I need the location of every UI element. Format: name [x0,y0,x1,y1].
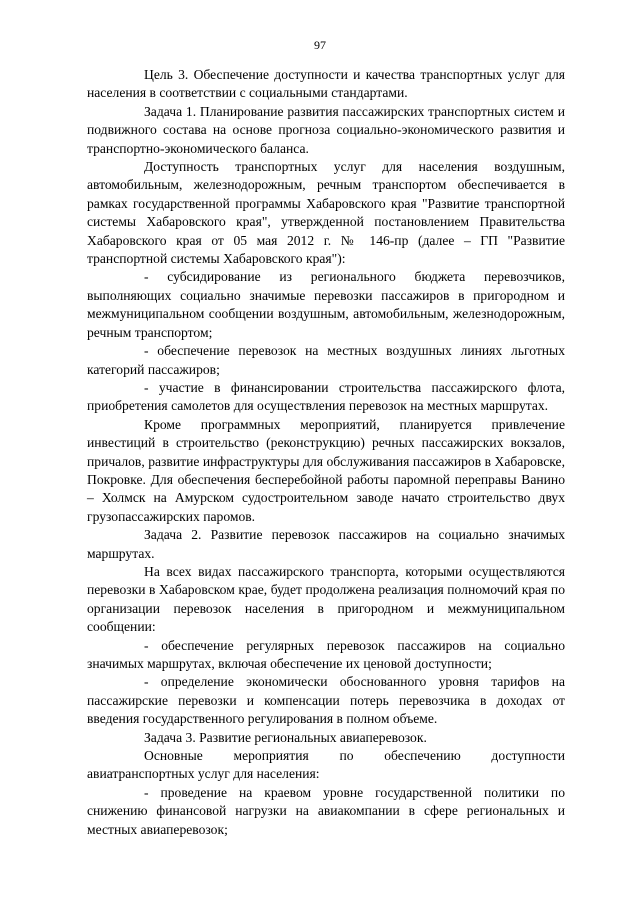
list-item-local-air-lines: - обеспечение перевозок на местных воздушных линиях льготных категорий пассажиров; [87,343,565,377]
paragraph-investments: Кроме программных мероприятий, планируется привлечение инвестиций в строительство (реконструкцию) речных пассажирских вокзалов, причалов, развитие инфраструктуры для обслуживания пассажиров в Хабаровске, Покровке. Для обеспечения бесперебойной работы паромной переправы Ванино – Холмск на Амурском судостроительном заводе начато строительство двух грузопассажирских паромов. [87,416,565,524]
list-item-tariffs: - определение экономически обоснованного уровня тарифов на пассажирские перевозки и компенсации потерь перевозчика в доходах от введения государственного регулирования в полном объеме. [87,674,565,727]
list-item-fleet-financing: - участие в финансировании строительства пассажирского флота, приобретения самолетов для осуществления перевозок на местных маршрутах. [87,379,565,414]
list-item-state-policy: - проведение на краевом уровне государственной политики по снижению финансовой нагрузки на авиакомпании в сфере региональных и местных авиаперевозок; [87,784,565,837]
paragraph-transport-availability: Доступность транспортных услуг для населения воздушным, автомобильным, железнодорожным, речным транспортом обеспечивается в рамках государственной программы Хабаровского края "Развитие транспортной системы Хабаровского края", утвержденной постановлением Правительства Хабаровского края от 05 мая 2012 г. № 146-пр (далее – ГП "Развитие транспортной системы Хабаровского края"): [87,159,565,267]
paragraph-all-transport-types: На всех видах пассажирского транспорта, которыми осуществляются перевозки в Хабаровском крае, будет продолжена реализация полномочий края по организации перевозок населения в пригородном и межмуниципальном сообщении: [87,563,565,635]
paragraph-goal-3: Цель 3. Обеспечение доступности и качества транспортных услуг для населения в соответствии с социальными стандартами. [87,67,565,101]
paragraph-task-1: Задача 1. Планирование развития пассажирских транспортных систем и подвижного состава на основе прогноза социально-экономического развития и транспортно-экономического баланса. [87,103,565,156]
list-item-regular-transport: - обеспечение регулярных перевозок пассажиров на социально значимых маршрутах, включая обеспечение их ценовой доступности; [87,637,565,671]
page-number: 97 [314,38,326,52]
list-item-subsidies: - субсидирование из регионального бюджета перевозчиков, выполняющих социально значимые перевозки пассажиров в пригородном и межмуниципальном сообщении воздушным, автомобильным, железнодорожным, речным транспортом; [87,269,565,340]
paragraph-task-3: Задача 3. Развитие региональных авиаперевозок. [144,729,427,745]
paragraph-main-measures: Основные мероприятия по обеспечению доступности авиатранспортных услуг для населения: [87,748,565,782]
document-body [87,66,565,839]
paragraph-task-2: Задача 2. Развитие перевозок пассажиров на социально значимых маршрутах. [87,527,565,561]
